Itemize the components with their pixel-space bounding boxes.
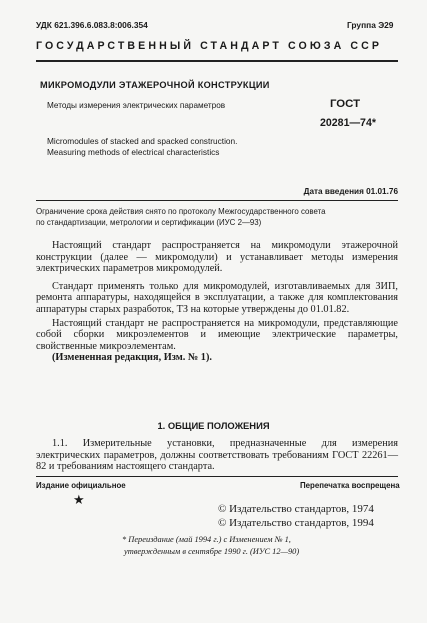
restriction-line-1: Ограничение срока действия снято по протоколу Межгосударственного совета [36,207,326,216]
clause-1-1: 1.1. Измерительные установки, предназначенные для измерения электрических параметров, должны соответствовать требованиям ГОСТ 22261—82 и требованиям настоящего стандарта. [36,438,398,473]
header-divider [36,60,398,62]
official-edition-label: Издание официальное [36,481,126,490]
gost-number: 20281—74* [320,117,376,129]
paragraph-amendment: (Измененная редакция, Изм. № 1). [52,352,212,364]
effective-date-divider [36,200,398,201]
gost-label: ГОСТ [330,98,361,110]
footer-divider [36,476,398,477]
udk-code: УДК 621.396.6.083.8:006.354 [36,20,148,30]
section-heading: 1. ОБЩИЕ ПОЛОЖЕНИЯ [157,420,270,431]
document-title: МИКРОМОДУЛИ ЭТАЖЕРОЧНОЙ КОНСТРУКЦИИ [40,80,270,90]
english-title-line-2: Measuring methods of electrical characteristics [47,147,220,157]
paragraph-application: Стандарт применять только для микромодулей, изготавливаемых для ЗИП, ремонта аппаратуры, находящейся в эксплуатации, а также для комплектования аппаратуры старых разработок, ТЗ на которые утверждены до 01.01.82. [36,280,398,315]
section-body [36,438,398,473]
group-code: Группа Э29 [347,20,394,30]
copyright-1994: © Издательство стандартов, 1994 [218,517,374,529]
document-subtitle: Методы измерения электрических параметров [47,101,226,110]
paragraph-scope: Настоящий стандарт распространяется на микромодули этажерочной конструкции (далее — микромодули) и устанавливает методы измерения электрических параметров микромодулей. [36,240,398,275]
effective-date: Дата введения 01.01.76 [303,187,398,196]
star-icon: ★ [73,492,85,507]
english-title-line-1: Micromodules of stacked and spacked construction. [47,136,238,146]
state-standard-heading: ГОСУДАРСТВЕННЫЙ СТАНДАРТ СОЮЗА ССР [36,40,383,52]
paragraph-exclusion: Настоящий стандарт не распространяется на микромодули, представляющие собой сборки микроэлементов и имеющие электрические параметры, свойственные микроэлементам. [36,317,398,352]
reprint-prohibited-label: Перепечатка воспрещена [300,481,400,490]
reissue-note-line-1: * Переиздание (май 1994 г.) с Изменением № 1, [122,535,291,544]
copyright-1974: © Издательство стандартов, 1974 [218,503,374,515]
restriction-line-2: по стандартизации, метрологии и сертификации (ИУС 2—93) [36,218,262,227]
body-text [36,240,398,364]
reissue-note-line-2: утвержденным в сентябре 1990 г. (ИУС 12—90) [124,547,300,556]
